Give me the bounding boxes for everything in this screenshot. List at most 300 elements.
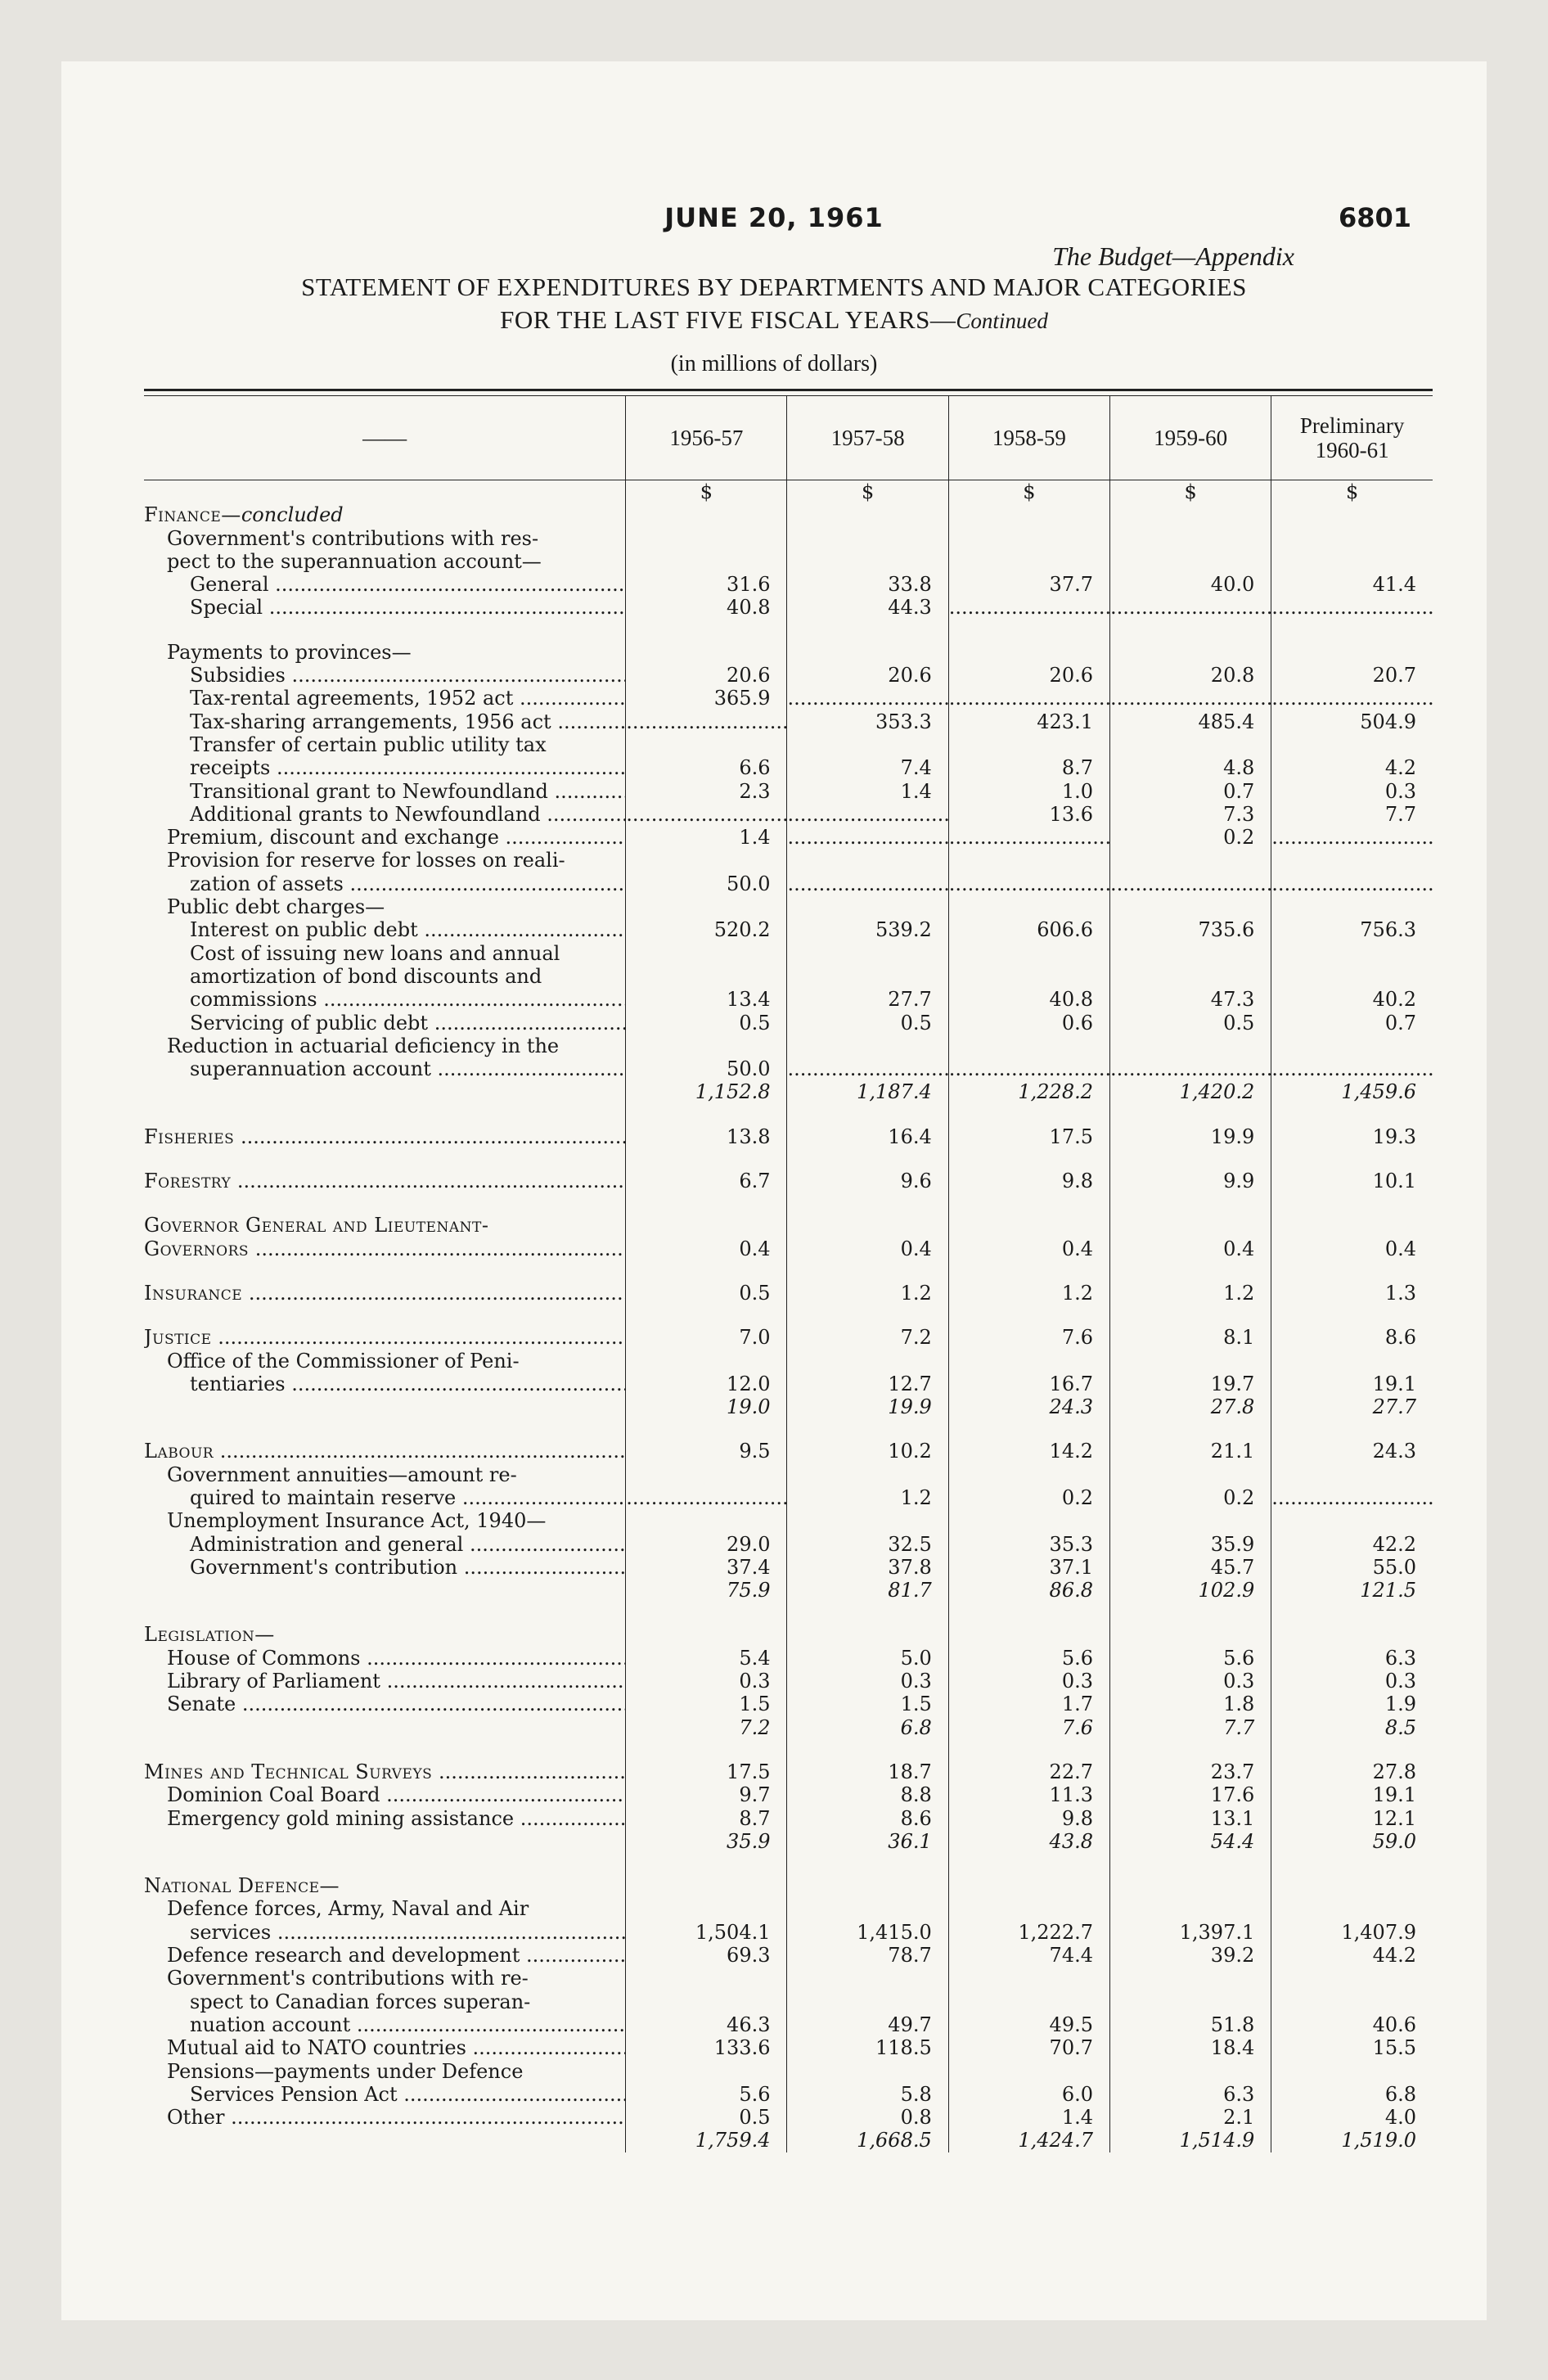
- value-cell: [1109, 1214, 1271, 1237]
- value-cell: 6.6: [626, 756, 787, 779]
- value-cell: [626, 527, 787, 550]
- value-cell: [1271, 1214, 1433, 1237]
- row-label: [144, 1921, 626, 1944]
- table-row: [144, 1807, 1433, 1830]
- table-row: [144, 1214, 1433, 1237]
- table-row: [144, 1670, 1433, 1693]
- value-cell: 40.8: [626, 596, 787, 619]
- row-label: [144, 1783, 626, 1806]
- value-cell: 2.1: [1109, 2106, 1271, 2129]
- value-cell: [1271, 1967, 1433, 1990]
- value-cell: [948, 1057, 1109, 1080]
- value-cell: 1.9: [1271, 1693, 1433, 1715]
- row-label: [144, 2060, 626, 2083]
- spacer-row: [144, 1602, 1433, 1623]
- row-label-text: pect to the superannuation account—: [167, 549, 542, 573]
- value-cell: [626, 620, 787, 641]
- row-label-text: General: [190, 573, 269, 597]
- value-cell: [1271, 1739, 1433, 1760]
- value-cell: [626, 1874, 787, 1897]
- row-label-text: Premium, discount and exchange: [167, 826, 499, 850]
- table-row: [144, 1533, 1433, 1556]
- value-cell: 17.5: [626, 1760, 787, 1783]
- row-label-text: Tax-sharing arrangements, 1956 act: [190, 710, 551, 733]
- value-cell: [948, 1104, 1109, 1125]
- row-label: [144, 1282, 626, 1305]
- table-row: [144, 895, 1433, 918]
- value-cell: 1,228.2: [948, 1080, 1109, 1103]
- value-cell: 40.6: [1271, 2013, 1433, 2036]
- table-row: [144, 1170, 1433, 1192]
- value-cell: [787, 1104, 948, 1125]
- value-cell: [1271, 1350, 1433, 1373]
- value-cell: 0.4: [1271, 1237, 1433, 1260]
- value-cell: [1109, 1148, 1271, 1170]
- value-cell: 1,397.1: [1109, 1921, 1271, 1944]
- currency-cell: $: [948, 480, 1109, 504]
- value-cell: 7.6: [948, 1326, 1109, 1349]
- leader-dots: [271, 1921, 626, 1944]
- value-cell: 118.5: [787, 2036, 948, 2059]
- leader-dots: [456, 1486, 626, 1509]
- value-cell: 47.3: [1109, 988, 1271, 1011]
- table-row: [144, 918, 1433, 941]
- value-cell: [1109, 596, 1271, 619]
- value-cell: [1109, 895, 1271, 918]
- row-label-italic: concluded: [241, 503, 344, 527]
- value-cell: 9.7: [626, 1783, 787, 1806]
- value-cell: 0.3: [626, 1670, 787, 1693]
- value-cell: [948, 596, 1109, 619]
- row-label-text: Legislation—: [144, 1623, 275, 1647]
- value-cell: [787, 503, 948, 526]
- value-cell: 27.7: [1271, 1395, 1433, 1418]
- value-cell: [1271, 826, 1433, 849]
- value-cell: 1,668.5: [787, 2129, 948, 2152]
- value-cell: [1109, 1463, 1271, 1486]
- value-cell: 13.1: [1109, 1807, 1271, 1830]
- row-label: [144, 1897, 626, 1920]
- row-label-text: Unemployment Insurance Act, 1940—: [167, 1509, 547, 1533]
- value-cell: [948, 1305, 1109, 1326]
- value-cell: [1109, 1192, 1271, 1214]
- table-row: [144, 1125, 1433, 1148]
- value-cell: [626, 1739, 787, 1760]
- leader-dots: [286, 1373, 626, 1395]
- table-row: [144, 1921, 1433, 1944]
- leader-dots: [514, 1807, 626, 1830]
- value-cell: 12.0: [626, 1373, 787, 1395]
- value-cell: [1271, 620, 1433, 641]
- leader-dots: [499, 826, 626, 849]
- value-cell: 22.7: [948, 1760, 1109, 1783]
- value-cell: 39.2: [1109, 1944, 1271, 1967]
- value-cell: [948, 1623, 1109, 1646]
- value-cell: [948, 641, 1109, 664]
- row-label: [144, 1440, 626, 1463]
- row-label: [144, 1647, 626, 1670]
- value-cell: 520.2: [626, 918, 787, 941]
- row-label: [144, 1807, 626, 1830]
- table-row: [144, 1237, 1433, 1260]
- leader-dots: [263, 596, 626, 619]
- value-cell: [626, 1214, 787, 1237]
- value-cell: 12.7: [787, 1373, 948, 1395]
- value-cell: 539.2: [787, 918, 948, 941]
- value-cell: [787, 965, 948, 988]
- value-cell: [1271, 733, 1433, 756]
- currency-cell: $: [787, 480, 948, 504]
- value-cell: 7.4: [787, 756, 948, 779]
- value-cell: [948, 1874, 1109, 1897]
- value-cell: [626, 1192, 787, 1214]
- units-note: (in millions of dollars): [670, 351, 878, 376]
- row-label-text: Transfer of certain public utility tax: [190, 732, 547, 756]
- table-row: [144, 664, 1433, 687]
- table-row: [144, 756, 1433, 779]
- value-cell: 0.5: [1109, 1012, 1271, 1034]
- value-cell: 40.8: [948, 988, 1109, 1011]
- spacer-row: [144, 1104, 1433, 1125]
- value-cell: 8.6: [1271, 1326, 1433, 1349]
- value-cell: 7.0: [626, 1326, 787, 1349]
- value-cell: [1109, 733, 1271, 756]
- row-label-text: Administration and general: [190, 1532, 464, 1556]
- value-cell: 1,759.4: [626, 2129, 787, 2152]
- row-label-text: Senate: [167, 1693, 236, 1716]
- value-cell: 0.4: [787, 1237, 948, 1260]
- value-cell: 0.2: [1109, 1486, 1271, 1509]
- table-row: [144, 803, 1433, 826]
- value-cell: [787, 895, 948, 918]
- value-cell: 49.5: [948, 2013, 1109, 2036]
- row-label-text: spect to Canadian forces superan-: [190, 1990, 531, 2013]
- value-cell: 353.3: [787, 710, 948, 733]
- value-cell: [948, 895, 1109, 918]
- value-cell: [1109, 1305, 1271, 1326]
- leader-dots: [249, 1237, 626, 1260]
- value-cell: [787, 803, 948, 826]
- row-label-text: Government's contribution: [190, 1555, 458, 1579]
- value-cell: [787, 1463, 948, 1486]
- table-row: [144, 2083, 1433, 2106]
- value-cell: [948, 1853, 1109, 1874]
- value-cell: [1271, 849, 1433, 872]
- value-cell: 37.4: [626, 1556, 787, 1579]
- table-row: [144, 1944, 1433, 1967]
- value-cell: 27.8: [1109, 1395, 1271, 1418]
- table-row: [144, 872, 1433, 895]
- value-cell: 1,407.9: [1271, 1921, 1433, 1944]
- value-cell: 1,514.9: [1109, 2129, 1271, 2152]
- value-cell: 27.8: [1271, 1760, 1433, 1783]
- value-cell: [1271, 1057, 1433, 1080]
- value-cell: 31.6: [626, 573, 787, 596]
- value-cell: 70.7: [948, 2036, 1109, 2059]
- value-cell: 24.3: [1271, 1440, 1433, 1463]
- row-label-text: Reduction in actuarial deficiency in the: [167, 1034, 560, 1057]
- value-cell: [787, 1034, 948, 1057]
- value-cell: 40.2: [1271, 988, 1433, 1011]
- leader-dots: [212, 1326, 626, 1349]
- title-line-2: [61, 304, 1487, 337]
- row-label: [144, 573, 626, 596]
- value-cell: 0.7: [1271, 1012, 1433, 1034]
- value-cell: [626, 710, 787, 733]
- row-label-text: Library of Parliament: [167, 1670, 380, 1693]
- row-label: [144, 1148, 626, 1170]
- value-cell: 20.6: [626, 664, 787, 687]
- header-year-5-sub: 1960-61: [1315, 438, 1389, 462]
- value-cell: [1109, 1602, 1271, 1623]
- spacer-row: [144, 1192, 1433, 1214]
- table-row: [144, 1760, 1433, 1783]
- row-label-text: Provision for reserve for losses on reali-: [167, 849, 565, 872]
- value-cell: 1.2: [948, 1282, 1109, 1305]
- table-row: [144, 1897, 1433, 1920]
- value-cell: [1271, 942, 1433, 965]
- row-label: [144, 1623, 626, 1646]
- subtotal-row: [144, 1716, 1433, 1739]
- value-cell: 54.4: [1109, 1830, 1271, 1853]
- header-year-2: 1957-58: [787, 396, 948, 480]
- row-label: [144, 1990, 626, 2013]
- row-label: [144, 895, 626, 918]
- value-cell: [787, 527, 948, 550]
- row-label: [144, 1874, 626, 1897]
- value-cell: 121.5: [1271, 1579, 1433, 1602]
- value-cell: [1109, 1874, 1271, 1897]
- row-label: [144, 1760, 626, 1783]
- row-label: [144, 1739, 626, 1760]
- value-cell: [1271, 1260, 1433, 1282]
- value-cell: [787, 1350, 948, 1373]
- value-cell: [948, 1350, 1109, 1373]
- value-cell: [1109, 1739, 1271, 1760]
- row-label: [144, 803, 626, 826]
- leader-dots: [520, 1944, 625, 1967]
- value-cell: 21.1: [1109, 1440, 1271, 1463]
- value-cell: 78.7: [787, 1944, 948, 1967]
- row-label-text: Fisheries: [144, 1125, 235, 1148]
- table-row: [144, 641, 1433, 664]
- value-cell: 0.5: [787, 1012, 948, 1034]
- leader-dots: [214, 1440, 626, 1463]
- value-cell: [626, 1486, 787, 1509]
- value-cell: [787, 1418, 948, 1440]
- row-label-text: Governors: [144, 1237, 250, 1260]
- value-cell: [787, 1623, 948, 1646]
- value-cell: [626, 1602, 787, 1623]
- row-label-text: superannuation account: [190, 1057, 431, 1081]
- value-cell: [1271, 1148, 1433, 1170]
- leader-dots: [236, 1693, 625, 1715]
- value-cell: [626, 803, 787, 826]
- value-cell: [948, 1192, 1109, 1214]
- row-label-text: Dominion Coal Board: [167, 1783, 380, 1807]
- value-cell: 485.4: [1109, 710, 1271, 733]
- value-cell: [787, 1967, 948, 1990]
- table-row: [144, 733, 1433, 756]
- value-cell: [1109, 1853, 1271, 1874]
- row-label: [144, 988, 626, 1011]
- table-row: [144, 573, 1433, 596]
- value-cell: 32.5: [787, 1533, 948, 1556]
- value-cell: [787, 849, 948, 872]
- value-cell: 9.5: [626, 1440, 787, 1463]
- leader-dots: [418, 918, 626, 941]
- value-cell: 20.6: [948, 664, 1109, 687]
- value-cell: 11.3: [948, 1783, 1109, 1806]
- leader-dots: [270, 756, 625, 779]
- value-cell: 1.0: [948, 780, 1109, 803]
- row-label: [144, 1350, 626, 1373]
- value-cell: 13.4: [626, 988, 787, 1011]
- value-cell: 19.9: [1109, 1125, 1271, 1148]
- value-cell: [948, 1034, 1109, 1057]
- value-cell: 1.2: [1109, 1282, 1271, 1305]
- value-cell: 1.7: [948, 1693, 1109, 1715]
- leader-dots: [428, 1012, 626, 1034]
- table-row: [144, 1693, 1433, 1715]
- value-cell: 1.4: [787, 780, 948, 803]
- table-row: [144, 1623, 1433, 1646]
- value-cell: 1,222.7: [948, 1921, 1109, 1944]
- row-label-text: Mutual aid to NATO countries: [167, 2036, 466, 2060]
- table-row: [144, 1282, 1433, 1305]
- value-cell: [948, 965, 1109, 988]
- leader-dots: [398, 2083, 626, 2106]
- value-cell: 19.1: [1271, 1783, 1433, 1806]
- value-cell: 0.5: [626, 1282, 787, 1305]
- row-label-text: Mines and Technical Surveys: [144, 1760, 433, 1783]
- row-label-text: House of Commons: [167, 1646, 361, 1670]
- row-label-text: Forestry: [144, 1170, 232, 1193]
- leader-dots: [380, 1670, 626, 1693]
- value-cell: 1,415.0: [787, 1921, 948, 1944]
- value-cell: 1,504.1: [626, 1921, 787, 1944]
- value-cell: [787, 1305, 948, 1326]
- row-label: [144, 849, 626, 872]
- value-cell: 1,187.4: [787, 1080, 948, 1103]
- row-label-text: quired to maintain reserve: [190, 1485, 457, 1509]
- value-cell: [787, 1192, 948, 1214]
- value-cell: [787, 733, 948, 756]
- value-cell: 7.7: [1109, 1716, 1271, 1739]
- value-cell: [626, 1350, 787, 1373]
- value-cell: 17.5: [948, 1125, 1109, 1148]
- row-label-text: Justice: [144, 1326, 212, 1350]
- value-cell: [787, 1853, 948, 1874]
- value-cell: [787, 1057, 948, 1080]
- value-cell: [948, 1967, 1109, 1990]
- leader-dots: [513, 687, 625, 710]
- statement-title: [61, 271, 1487, 337]
- value-cell: [1271, 1990, 1433, 2013]
- row-label-text: nuation account: [190, 2013, 351, 2036]
- value-cell: 423.1: [948, 710, 1109, 733]
- row-label-text: Emergency gold mining assistance: [167, 1806, 515, 1830]
- value-cell: 50.0: [626, 872, 787, 895]
- leader-dots: [380, 1783, 625, 1806]
- value-cell: 606.6: [948, 918, 1109, 941]
- row-label: [144, 1693, 626, 1715]
- row-label-text: Services Pension Act: [190, 2082, 398, 2106]
- header-stub: ——: [144, 396, 626, 480]
- value-cell: [1109, 1897, 1271, 1920]
- title-line-2-text: FOR THE LAST FIVE FISCAL YEARS—: [500, 305, 956, 334]
- value-cell: 7.6: [948, 1716, 1109, 1739]
- value-cell: [787, 620, 948, 641]
- subtotal-row: [144, 1579, 1433, 1602]
- value-cell: [948, 1148, 1109, 1170]
- row-label-text: Interest on public debt: [190, 918, 418, 942]
- value-cell: 9.9: [1109, 1170, 1271, 1192]
- value-cell: [626, 1990, 787, 2013]
- leader-dots: [457, 1556, 626, 1579]
- subtotal-row: [144, 1395, 1433, 1418]
- row-label-text: zation of assets: [190, 872, 344, 895]
- value-cell: [948, 872, 1109, 895]
- currency-cell: $: [1109, 480, 1271, 504]
- value-cell: 9.8: [948, 1807, 1109, 1830]
- row-label: [144, 687, 626, 710]
- value-cell: [948, 527, 1109, 550]
- value-cell: 8.1: [1109, 1326, 1271, 1349]
- value-cell: 6.7: [626, 1170, 787, 1192]
- header-year-5: [1271, 396, 1433, 480]
- row-label-text: Additional grants to Newfoundland: [190, 802, 541, 826]
- value-cell: 10.2: [787, 1440, 948, 1463]
- spacer-row: [144, 620, 1433, 641]
- value-cell: 1.4: [626, 826, 787, 849]
- value-cell: 4.2: [1271, 756, 1433, 779]
- currency-stub: [144, 480, 626, 504]
- row-label: [144, 1509, 626, 1532]
- value-cell: 37.1: [948, 1556, 1109, 1579]
- value-cell: [948, 550, 1109, 573]
- value-cell: [787, 1214, 948, 1237]
- row-label-text: Defence forces, Army, Naval and Air: [167, 1897, 529, 1921]
- row-label-text: Finance—: [144, 503, 241, 527]
- value-cell: [1109, 550, 1271, 573]
- value-cell: [787, 1874, 948, 1897]
- value-cell: [1109, 872, 1271, 895]
- row-label: [144, 1214, 626, 1237]
- value-cell: [948, 849, 1109, 872]
- value-cell: [626, 942, 787, 965]
- table-row: [144, 1057, 1433, 1080]
- leader-dots: [286, 664, 626, 687]
- value-cell: 40.0: [1109, 573, 1271, 596]
- value-cell: 133.6: [626, 2036, 787, 2059]
- row-label: [144, 1418, 626, 1440]
- value-cell: [626, 550, 787, 573]
- value-cell: 8.8: [787, 1783, 948, 1806]
- row-label: [144, 1326, 626, 1349]
- value-cell: 7.7: [1271, 803, 1433, 826]
- value-cell: [948, 1463, 1109, 1486]
- value-cell: 0.4: [1109, 1237, 1271, 1260]
- value-cell: 1,424.7: [948, 2129, 1109, 2152]
- row-label-text: Servicing of public debt: [190, 1011, 429, 1034]
- value-cell: [626, 1509, 787, 1532]
- value-cell: [1271, 1853, 1433, 1874]
- value-cell: 35.9: [626, 1830, 787, 1853]
- row-label: [144, 710, 626, 733]
- leader-dots: [432, 1760, 625, 1783]
- value-cell: 6.3: [1271, 1647, 1433, 1670]
